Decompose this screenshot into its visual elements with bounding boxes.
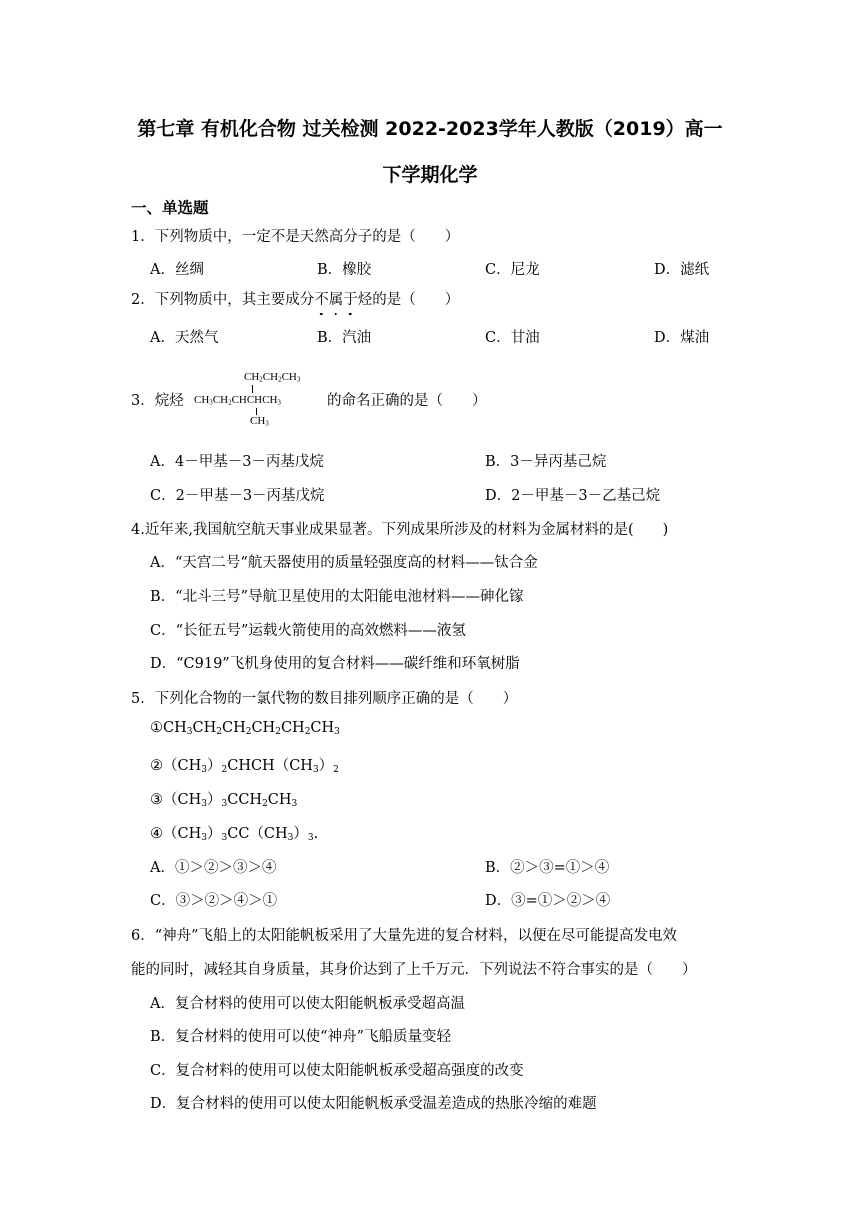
- question-5-option-c: C．③＞②＞④＞①: [150, 893, 278, 909]
- question-1-option-d: D．滤纸: [654, 262, 710, 278]
- question-4-option-c: C．“长征五号”运载火箭使用的高效燃料——液氢: [150, 623, 466, 639]
- document-title-line2: 下学期化学: [382, 164, 478, 186]
- emphasis-char: 于: [343, 292, 358, 308]
- structure-branch-bottom: $CH_3$: [250, 415, 269, 428]
- alkane-structural-formula: [194, 372, 324, 428]
- section-heading-single-choice: 一、单选题: [131, 199, 209, 217]
- question-2-option-a: A．天然气: [150, 330, 219, 346]
- question-6-option-a: A．复合材料的使用可以使太阳能帆板承受超高温: [150, 996, 465, 1012]
- question-5-option-a: A．①＞②＞③＞④: [150, 860, 277, 876]
- structure-main-chain: $CH_3CH_2CHCHCH_3$: [194, 394, 281, 407]
- question-2-option-b: B．汽油: [317, 330, 372, 346]
- question-4-option-b: B．“北斗三号”导航卫星使用的太阳能电池材料——砷化镓: [150, 589, 524, 605]
- question-3-stem-prefix: 3．烷烃: [131, 393, 184, 409]
- question-1-stem: 1．下列物质中，一定不是天然高分子的是（ ）: [131, 229, 460, 245]
- question-4-option-d: D．“C919”飞机身使用的复合材料——碳纤维和环氧树脂: [150, 656, 520, 672]
- question-2-option-d: D．煤油: [654, 330, 710, 346]
- question-2-stem-suffix: 烃的是（ ）: [357, 292, 460, 308]
- question-6-stem-line1: 6．“神舟”飞船上的太阳能帆板采用了大量先进的复合材料，以便在尽可能提高发电效: [131, 928, 678, 944]
- question-5-option-b: B．②＞③=①＞④: [485, 860, 610, 876]
- compound-1: $①CH_3CH_2CH_2CH_2CH_2CH_3$: [150, 720, 340, 737]
- question-3-option-a: A．4－甲基－3－丙基戊烷: [150, 454, 324, 470]
- question-3-option-b: B．3－异丙基己烷: [485, 454, 607, 470]
- emphasis-char: 不: [314, 292, 329, 308]
- compound-2: $②(CH_3)_2CHCH(CH_3)_2$: [150, 758, 339, 775]
- question-3-option-c: C．2－甲基－3－丙基戊烷: [150, 488, 325, 504]
- question-6-stem-line2: 能的同时，减轻其自身质量，其身价达到了上千万元．下列说法不符合事实的是（ ）: [131, 962, 697, 978]
- question-5-option-d: D．③=①＞②＞④: [485, 893, 611, 909]
- question-1-option-b: B．橡胶: [317, 262, 372, 278]
- question-6-option-d: D．复合材料的使用可以使太阳能帆板承受温差造成的热胀冷缩的难题: [150, 1096, 597, 1112]
- question-1-option-a: A．丝绸: [150, 262, 204, 278]
- structure-bond-top: [252, 385, 253, 393]
- question-5-stem: 5．下列化合物的一氯代物的数目排列顺序正确的是（ ）: [131, 691, 518, 707]
- question-4-stem: 4.近年来,我国航空航天事业成果显著。下列成果所涉及的材料为金属材料的是( ): [131, 522, 669, 538]
- structure-bond-bottom: [256, 408, 257, 415]
- structure-branch-top: $CH_2CH_2CH_3$: [244, 371, 301, 384]
- question-3-stem-suffix: 的命名正确的是（ ）: [327, 393, 487, 409]
- emphasis-char: 属: [328, 292, 344, 308]
- compound-3: $③(CH_3)_3CCH_2CH_3$: [150, 792, 298, 809]
- question-3-option-d: D．2－甲基－3－乙基己烷: [485, 488, 661, 504]
- compound-4: $④(CH_3)_3CC(CH_3)_3$.: [150, 826, 319, 843]
- question-1-option-c: C．尼龙: [485, 262, 540, 278]
- document-title-line1: 第七章 有机化合物 过关检测 2022-2023学年人教版（2019）高一: [137, 118, 723, 140]
- question-6-option-b: B．复合材料的使用可以使“神舟”飞船质量变轻: [150, 1029, 451, 1045]
- question-2-stem-prefix: 2．下列物质中，其主要成分: [131, 292, 315, 308]
- question-4-option-a: A．“天宫二号“航天器使用的质量轻强度高的材料——钛合金: [150, 555, 538, 571]
- question-6-option-c: C．复合材料的使用可以使太阳能帆板承受超高强度的改变: [150, 1063, 524, 1079]
- question-2-option-c: C．甘油: [485, 330, 540, 346]
- question-2-stem: [131, 288, 459, 309]
